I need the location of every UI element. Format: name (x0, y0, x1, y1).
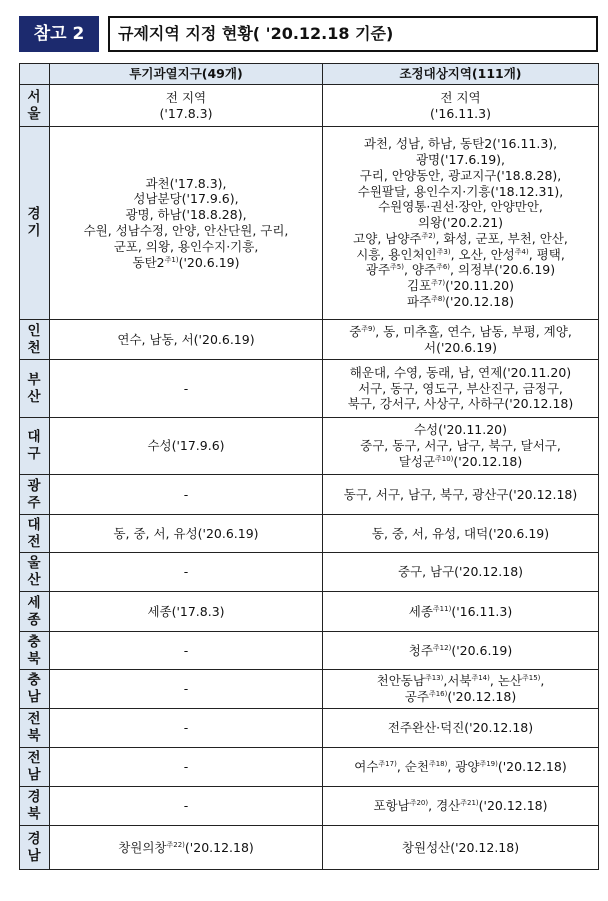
cell-text: , 논산 (489, 673, 522, 689)
cell-line (52, 438, 320, 454)
region-char: 북 (27, 650, 42, 667)
footnote-marker: 주22) (166, 840, 185, 849)
speculation-zone-cell (50, 515, 323, 553)
cell-line (325, 136, 596, 152)
adjustment-zone-cell (323, 787, 599, 826)
adjustment-zone-cell (323, 515, 599, 553)
table-row (20, 709, 599, 748)
cell-text: ('20.12.18) (447, 689, 517, 704)
cell-text: - (183, 486, 189, 502)
cell-line (52, 526, 320, 542)
cell-text: 중 (349, 323, 362, 339)
region-char: 인 (27, 322, 42, 339)
adjustment-zone-cell (323, 475, 599, 515)
cell-text: 세종 (408, 603, 433, 619)
cell-text: , (540, 673, 545, 689)
cell-text: , 양주 (403, 262, 437, 278)
cell-text: 수성('17.9.6) (147, 438, 225, 454)
cell-text: 광주 (365, 262, 391, 278)
cell-text: 여수 (354, 759, 379, 775)
adjustment-zone-cell (323, 632, 599, 670)
region-char: 전 (27, 711, 42, 727)
region-char: 서 (27, 88, 42, 105)
region-char: 경 (27, 789, 42, 805)
cell-text: ,서북 (443, 673, 472, 689)
speculation-zone-cell (50, 748, 323, 787)
cell-text: 수원영통·권선·장안, 안양만안, (378, 199, 543, 215)
cell-text: 동구, 서구, 남구, 북구, 광산구('20.12.18) (343, 486, 578, 502)
cell-line (52, 759, 320, 775)
footnote-marker: 주15) (521, 674, 541, 683)
cell-line (325, 231, 596, 247)
footnote-marker: 주17) (378, 759, 397, 768)
table-row (20, 787, 599, 826)
cell-text: - (183, 681, 189, 697)
region-char: 전 (27, 750, 42, 766)
speculation-zone-cell (50, 826, 323, 870)
cell-text: 창원의창 (118, 839, 167, 855)
cell-line (325, 215, 596, 231)
cell-text: 전 지역 (440, 89, 481, 105)
cell-text: 과천('17.8.3), (145, 175, 227, 191)
cell-line (325, 324, 596, 340)
adjustment-zone-cell (323, 670, 599, 709)
cell-text: 해운대, 수영, 동래, 남, 연제('20.11.20) (349, 364, 572, 380)
cell-text: , 광양 (447, 759, 480, 775)
cell-text: 수원, 성남수정, 안양, 안산단원, 구리, (83, 223, 289, 238)
cell-line (52, 681, 320, 697)
cell-text: 동, 중, 서, 유성('20.6.19) (113, 525, 259, 541)
cell-line (325, 90, 596, 106)
region-char: 세 (27, 594, 42, 611)
footnote-marker: 주8) (431, 294, 446, 303)
table-row (20, 748, 599, 787)
footnote-marker: 주5) (390, 263, 404, 272)
region-char: 남 (27, 767, 42, 783)
cell-text: 수원팔달, 용인수지·기흥('18.12.31), (357, 183, 564, 199)
adjustment-zone-cell (323, 592, 599, 632)
cell-text: 서('20.6.19) (424, 339, 497, 355)
footnote-marker: 주9) (361, 324, 376, 333)
cell-text: , 동, 미추홀, 연수, 남동, 부평, 계양, (375, 323, 572, 339)
region-char: 광 (27, 477, 42, 494)
region-char: 남 (27, 847, 42, 864)
region-char: 대 (27, 516, 42, 533)
adjustment-zone-cell (323, 320, 599, 360)
cell-text: , 의정부('20.6.19) (450, 262, 556, 278)
region-char: 울 (27, 105, 42, 122)
table-row (20, 320, 599, 360)
cell-line (52, 381, 320, 397)
speculation-zone-cell (50, 127, 323, 320)
region-char: 산 (27, 388, 42, 405)
cell-text: 의왕('20.2.21) (417, 215, 504, 231)
cell-text: ('16.11.3) (451, 603, 513, 619)
table-row (20, 670, 599, 709)
table-row (20, 632, 599, 670)
cell-text: , 평택, (528, 246, 565, 262)
footnote-marker: 주7) (431, 279, 446, 288)
region-label (20, 709, 50, 748)
cell-text: 고양, 남양주 (353, 230, 422, 246)
cell-line (325, 643, 596, 659)
footnote-marker: 주11) (432, 604, 452, 613)
table-body (20, 85, 599, 870)
cell-line (325, 487, 596, 503)
adjustment-zone-cell (323, 85, 599, 127)
region-label (20, 787, 50, 826)
adjustment-zone-cell (323, 418, 599, 475)
region-label (20, 592, 50, 632)
cell-line (52, 720, 320, 736)
cell-line (325, 840, 596, 856)
speculation-zone-cell (50, 592, 323, 632)
footnote-marker: 주6) (436, 263, 451, 272)
cell-text: 천안동남 (376, 673, 425, 689)
cell-text: 서구, 동구, 영도구, 부산진구, 금정구, (358, 380, 563, 396)
cell-line (325, 262, 596, 278)
speculation-zone-cell (50, 787, 323, 826)
cell-text: 연수, 남동, 서('20.6.19) (117, 331, 255, 347)
region-char: 경 (27, 206, 42, 222)
region-label (20, 632, 50, 670)
table-row (20, 592, 599, 632)
table-row (20, 418, 599, 475)
cell-line (325, 340, 596, 356)
cell-text: 공주 (404, 689, 429, 704)
cell-text: , 경산 (428, 798, 461, 814)
cell-text: 성남분당('17.9.6), (133, 191, 239, 207)
cell-line (325, 199, 596, 215)
cell-text: ('16.11.3) (430, 105, 491, 121)
cell-text: ('20.6.19) (451, 642, 513, 658)
cell-line (325, 396, 596, 412)
cell-line (325, 604, 596, 620)
region-label (20, 748, 50, 787)
cell-text: 세종('17.8.3) (147, 603, 225, 619)
speculation-zone-cell (50, 85, 323, 127)
cell-line (325, 381, 596, 397)
cell-line (52, 332, 320, 348)
adjustment-zone-cell (323, 553, 599, 592)
cell-text: 과천, 성남, 하남, 동탄2('16.11.3), (363, 136, 558, 152)
cell-text: 창원성산('20.12.18) (401, 839, 520, 855)
region-label (20, 320, 50, 360)
region-char: 경 (27, 830, 42, 847)
cell-line (325, 720, 596, 736)
cell-line (325, 564, 596, 580)
cell-line (52, 604, 320, 620)
cell-line (325, 526, 596, 542)
footnote-marker: 주2) (421, 231, 436, 240)
adjustment-zone-cell (323, 748, 599, 787)
region-char: 천 (27, 339, 42, 356)
footnote-marker: 주1) (164, 255, 179, 264)
region-label (20, 418, 50, 475)
footnote-marker: 주13) (424, 674, 444, 683)
region-label (20, 475, 50, 515)
cell-line (325, 759, 596, 775)
region-label (20, 670, 50, 709)
adjustment-zone-cell (323, 826, 599, 870)
cell-line (52, 564, 320, 580)
speculation-zone-cell (50, 320, 323, 360)
header (19, 16, 598, 52)
cell-text: 수성('20.11.20) (413, 422, 507, 438)
cell-text: 동, 중, 서, 유성, 대덕('20.6.19) (371, 525, 550, 541)
cell-text: , 오산, 안성 (450, 246, 515, 262)
cell-text: , 순천 (396, 759, 429, 775)
region-char: 충 (27, 672, 42, 688)
cell-text: 중구, 남구('20.12.18) (397, 564, 524, 580)
table-row (20, 127, 599, 320)
cell-text: 구리, 안양동안, 광교지구('18.8.28), (359, 167, 562, 183)
cell-text: 파주 (407, 294, 432, 310)
cell-line (325, 184, 596, 200)
region-label (20, 85, 50, 127)
region-char: 산 (27, 572, 42, 588)
corner-cell (20, 64, 50, 85)
region-char: 구 (27, 446, 42, 462)
cell-line (325, 438, 596, 454)
footnote-marker: 주19) (479, 759, 498, 768)
cell-line (325, 247, 596, 263)
footnote-marker: 주16) (428, 689, 448, 698)
region-char: 울 (27, 555, 42, 571)
region-char: 북 (27, 806, 42, 822)
cell-line (325, 294, 596, 310)
cell-line (325, 168, 596, 184)
region-char: 북 (27, 728, 42, 744)
region-label (20, 360, 50, 418)
cell-text: - (183, 642, 189, 658)
footnote-marker: 주12) (432, 643, 452, 652)
footnote-marker: 주18) (428, 759, 448, 768)
cell-text: ('20.12.18) (497, 759, 567, 775)
cell-line (52, 90, 320, 106)
adjustment-zone-cell (323, 127, 599, 320)
cell-text: 군포, 의왕, 용인수지·기흥, (113, 238, 259, 254)
cell-line (325, 422, 596, 438)
cell-text: - (183, 380, 189, 396)
cell-text: 광명, 하남('18.8.28), (125, 207, 247, 223)
cell-line (52, 207, 320, 223)
cell-line (52, 487, 320, 503)
region-char: 주 (27, 494, 42, 511)
cell-line (52, 255, 320, 271)
cell-text: 청주 (408, 642, 433, 658)
cell-text: 북구, 강서구, 사상구, 사하구('20.12.18) (347, 396, 574, 412)
cell-text: - (183, 720, 189, 736)
cell-text: 전주완산·덕진('20.12.18) (387, 720, 534, 736)
table-header-row (20, 64, 599, 85)
cell-text: 동탄2 (132, 254, 165, 270)
cell-text: - (183, 564, 189, 580)
cell-line (325, 365, 596, 381)
region-char: 전 (27, 533, 42, 550)
adjustment-zone-cell (323, 709, 599, 748)
region-char: 부 (27, 371, 42, 388)
region-char: 대 (27, 429, 42, 445)
region-label (20, 826, 50, 870)
cell-line (52, 239, 320, 255)
cell-line (52, 223, 320, 239)
cell-line (52, 798, 320, 814)
speculation-zone-cell (50, 670, 323, 709)
table-row (20, 515, 599, 553)
cell-text: ('20.12.18) (478, 798, 548, 814)
cell-line (325, 689, 596, 705)
footnote-marker: 주21) (460, 798, 479, 807)
region-char: 종 (27, 611, 42, 628)
speculation-zone-cell (50, 475, 323, 515)
region-char: 기 (27, 223, 42, 239)
cell-line (52, 643, 320, 659)
cell-text: - (183, 798, 189, 814)
footnote-marker: 주14) (471, 674, 490, 683)
cell-text: 광명('17.6.19), (415, 151, 506, 167)
cell-text: 전 지역 (165, 89, 207, 105)
region-label (20, 127, 50, 320)
column-header-adjustment-zone: 조정대상지역(111개) (323, 64, 599, 85)
region-label (20, 515, 50, 553)
region-label (20, 553, 50, 592)
table-row (20, 85, 599, 127)
cell-text: 달성군 (398, 453, 435, 469)
cell-line (52, 840, 320, 856)
region-char: 남 (27, 689, 42, 705)
cell-text: - (183, 759, 189, 775)
page-title: 규제지역 지정 현황( '20.12.18 기준) (108, 16, 598, 52)
cell-text: ('20.6.19) (178, 254, 240, 270)
footnote-marker: 주20) (409, 798, 429, 807)
speculation-zone-cell (50, 709, 323, 748)
table-row (20, 826, 599, 870)
cell-text: ('20.11.20) (445, 278, 514, 294)
table-row (20, 360, 599, 418)
cell-line (325, 454, 596, 470)
cell-line (52, 191, 320, 207)
cell-line (325, 152, 596, 168)
speculation-zone-cell (50, 553, 323, 592)
adjustment-zone-cell (323, 360, 599, 418)
cell-line (52, 176, 320, 192)
reference-badge: 참고 2 (19, 16, 99, 52)
cell-text: 김포 (407, 278, 432, 294)
cell-line (325, 798, 596, 814)
cell-text: ('20.12.18) (184, 839, 254, 855)
footnote-marker: 주10) (434, 454, 454, 463)
footnote-marker: 주4) (514, 247, 529, 256)
speculation-zone-cell (50, 360, 323, 418)
table-row (20, 553, 599, 592)
cell-text: ('20.12.18) (445, 294, 514, 310)
cell-text: , 화성, 군포, 부천, 안산, (435, 230, 568, 246)
cell-line (325, 278, 596, 294)
regulation-table (19, 63, 599, 870)
cell-line (325, 673, 596, 689)
cell-text: 시흥, 용인처인 (356, 246, 437, 262)
speculation-zone-cell (50, 632, 323, 670)
cell-text: ('17.8.3) (159, 105, 213, 121)
cell-text: 포항남 (373, 798, 410, 814)
cell-line (325, 106, 596, 122)
cell-text: ('20.12.18) (453, 453, 523, 469)
footnote-marker: 주3) (436, 247, 451, 256)
cell-line (52, 106, 320, 122)
cell-text: 중구, 동구, 서구, 남구, 북구, 달서구, (360, 438, 561, 454)
table-row (20, 475, 599, 515)
column-header-speculation-zone: 투기과열지구(49개) (50, 64, 323, 85)
region-char: 충 (27, 633, 42, 650)
speculation-zone-cell (50, 418, 323, 475)
